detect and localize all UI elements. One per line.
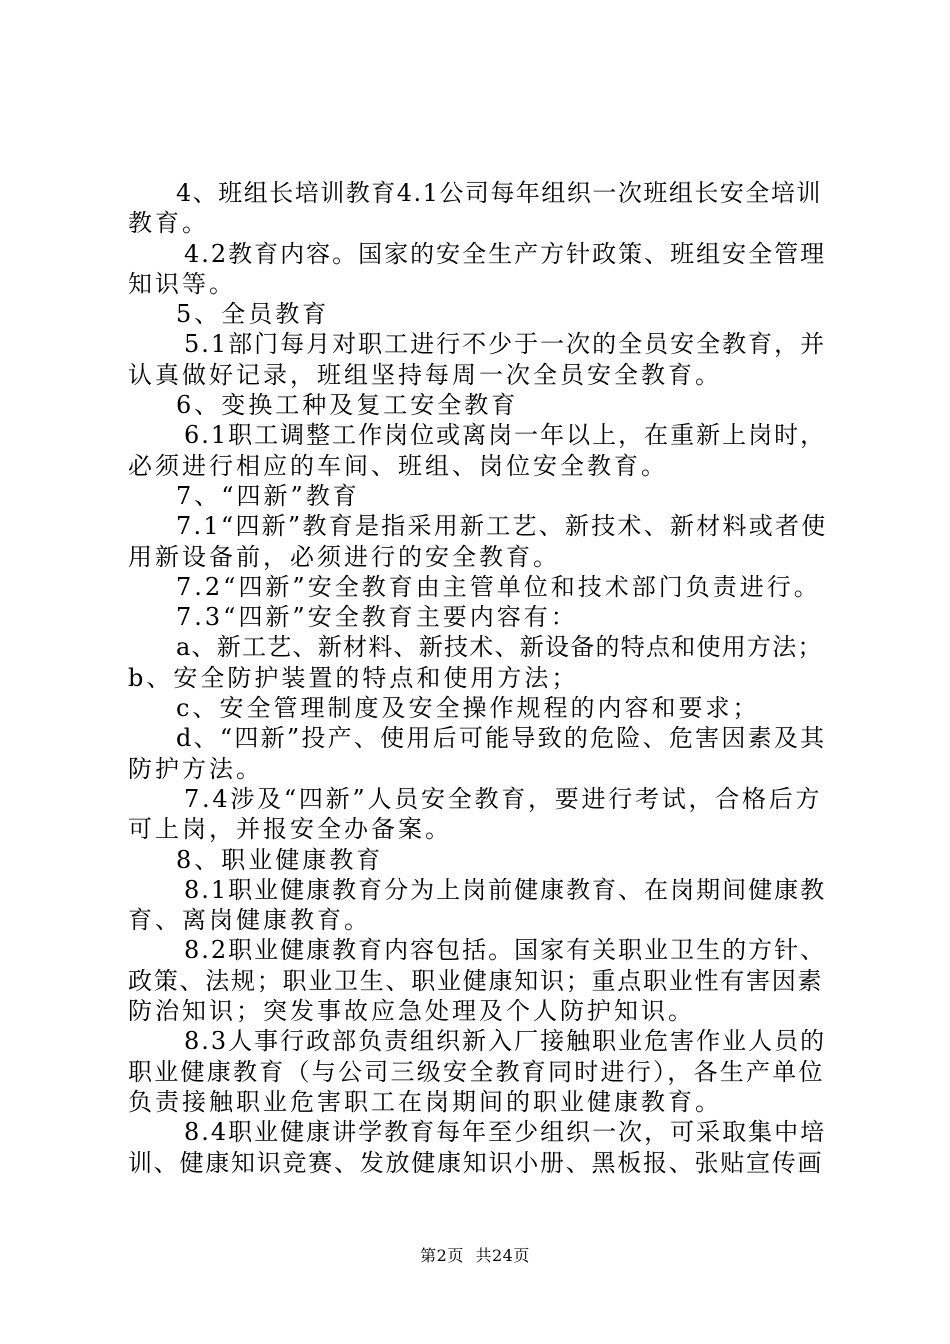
text-line: 4、班组长培训教育4.1公司每年组织一次班组长安全培训	[176, 179, 822, 207]
text-line: 4.2教育内容。国家的安全生产方针政策、班组安全管理	[184, 239, 827, 268]
text-line: 职业健康教育（与公司三级安全教育同时进行），各生产单位	[128, 1057, 825, 1086]
text-line: 必须进行相应的车间、班组、岗位安全教育。	[128, 451, 668, 480]
text-line: 可上岗，并报安全办备案。	[128, 815, 452, 844]
text-line: 8.1职业健康教育分为上岗前健康教育、在岗期间健康教	[184, 875, 827, 904]
text-line: 8.4职业健康讲学教育每年至少组织一次，可采取集中培	[184, 1118, 827, 1147]
text-line: 用新设备前，必须进行的安全教育。	[128, 542, 560, 571]
text-line: 6.1职工调整工作岗位或离岗一年以上，在重新上岗时，	[184, 421, 827, 450]
text-line: c、安全管理制度及安全操作规程的内容和要求；	[176, 694, 760, 723]
text-line: 防治知识；突发事故应急处理及个人防护知识。	[128, 997, 695, 1026]
text-line: 训、健康知识竞赛、发放健康知识小册、黑板报、张贴宣传画	[128, 1148, 824, 1177]
text-line: 负责接触职业危害职工在岗期间的职业健康教育。	[128, 1087, 722, 1116]
text-line: 7.2“四新”安全教育由主管单位和技术部门负责进行。	[176, 572, 821, 601]
text-line: b、安全防护装置的特点和使用方法；	[128, 663, 579, 692]
text-line: 政策、法规；职业卫生、职业健康知识；重点职业性有害因素	[128, 966, 824, 995]
text-line: 教育。	[128, 209, 209, 238]
page-total: 共24页	[475, 1246, 530, 1265]
text-line: 育、离岗健康教育。	[128, 906, 371, 935]
body-text	[128, 178, 828, 1178]
text-line: 7.1“四新”教育是指采用新工艺、新技术、新材料或者使	[176, 512, 828, 541]
text-line: 7.4涉及“四新”人员安全教育，要进行考试，合格后方	[184, 784, 823, 813]
section-heading: 7、“四新”教育	[176, 481, 360, 510]
text-line: a、新工艺、新材料、新技术、新设备的特点和使用方法；	[176, 633, 823, 662]
section-heading: 6、变换工种及复工安全教育	[176, 391, 519, 420]
page-footer	[0, 1243, 950, 1266]
text-line: d、“四新”投产、使用后可能导致的危险、危害因素及其	[176, 724, 827, 753]
text-line: 8.2职业健康教育内容包括。国家有关职业卫生的方针、	[184, 936, 827, 965]
text-line: 知识等。	[128, 269, 236, 298]
section-heading: 8、职业健康教育	[176, 845, 384, 874]
section-heading: 5、全员教育	[176, 300, 330, 329]
text-line: 防护方法。	[128, 754, 263, 783]
text-line: 5.1部门每月对职工进行不少于一次的全员安全教育，并	[184, 330, 827, 359]
text-line: 认真做好记录，班组坚持每周一次全员安全教育。	[128, 360, 722, 389]
text-line: 8.3人事行政部负责组织新入厂接触职业危害作业人员的	[184, 1027, 827, 1056]
page-number: 第2页	[420, 1246, 464, 1265]
text-line: 7.3“四新”安全教育主要内容有：	[176, 603, 578, 632]
